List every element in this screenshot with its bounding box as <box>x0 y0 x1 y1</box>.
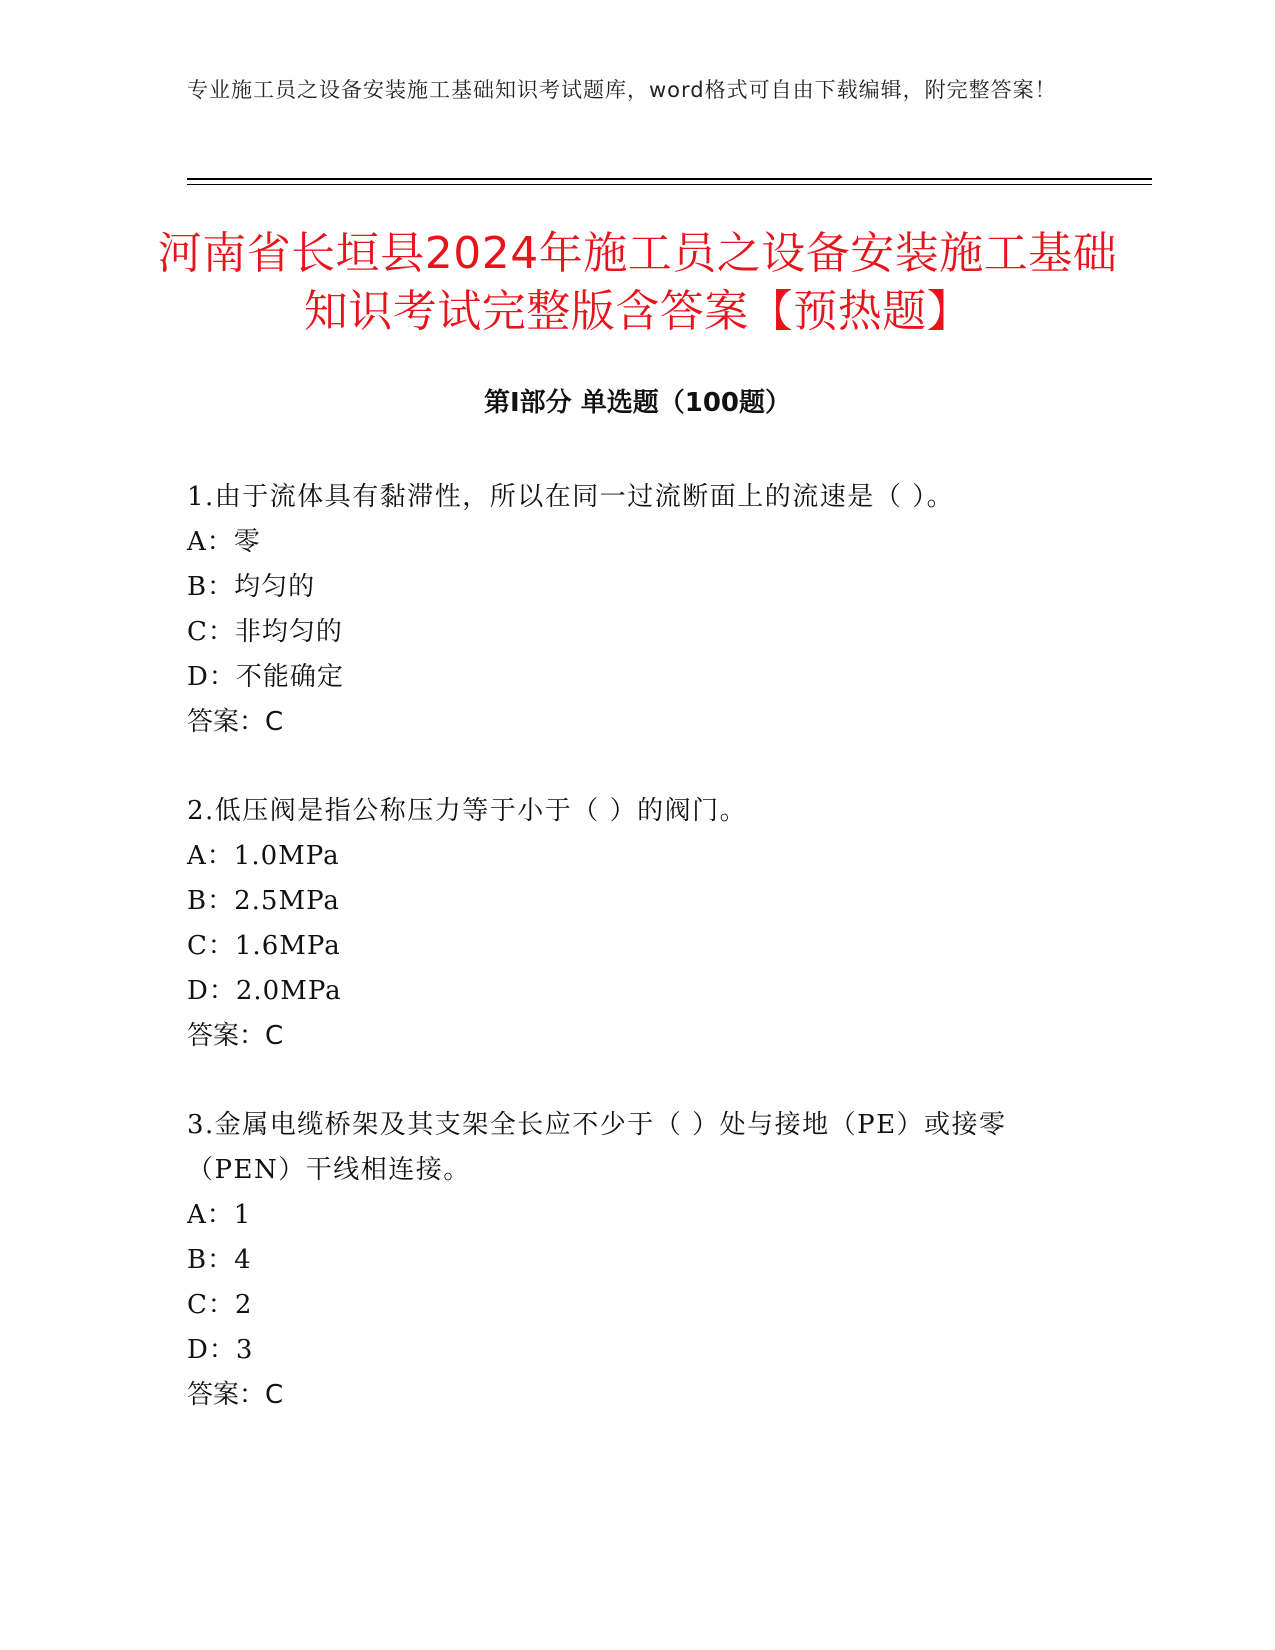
option-d: D：不能确定 <box>187 662 344 692</box>
option-b: B：2.5MPa <box>187 886 340 916</box>
answer-line <box>187 700 1077 745</box>
option-c: C：1.6MPa <box>187 931 341 961</box>
option-c: C：非均匀的 <box>187 617 343 647</box>
question-stem: 3.金属电缆桥架及其支架全长应不少于（ ）处与接地（PE）或接零（PEN）干线相连接。 <box>187 1110 1007 1185</box>
header-note: 专业施工员之设备安装施工基础知识考试题库，word格式可自由下载编辑，附完整答案！ <box>187 78 1057 102</box>
option-b: B：均匀的 <box>187 572 316 602</box>
option-c: C：2 <box>187 1290 253 1320</box>
question-list <box>187 475 1077 1462</box>
option-a: A：1 <box>187 1200 252 1230</box>
question-2 <box>187 789 1077 1059</box>
option-d: D：3 <box>187 1335 254 1365</box>
option-d: D：2.0MPa <box>187 976 342 1006</box>
answer-line <box>187 1373 1077 1418</box>
answer-line <box>187 1014 1077 1059</box>
question-stem: 2.低压阀是指公称压力等于小于（ ）的阀门。 <box>187 796 748 826</box>
section-title: 第I部分 单选题（100题） <box>484 388 791 418</box>
option-b: B：4 <box>187 1245 252 1275</box>
header-rule-thick <box>187 178 1152 180</box>
answer-label: 答案： <box>187 1021 266 1051</box>
answer-value: C <box>265 707 284 737</box>
answer-value: C <box>265 1380 284 1410</box>
answer-label: 答案： <box>187 1380 266 1410</box>
answer-label: 答案： <box>187 707 266 737</box>
answer-value: C <box>265 1021 284 1051</box>
document-title: 河南省长垣县2024年施工员之设备安装施工基础知识考试完整版含答案【预热题】 <box>157 228 1118 337</box>
question-3 <box>187 1103 1077 1418</box>
question-1 <box>187 475 1077 745</box>
option-a: A：零 <box>187 527 261 557</box>
option-a: A：1.0MPa <box>187 841 340 871</box>
question-stem: 1.由于流体具有黏滞性，所以在同一过流断面上的流速是（ ）。 <box>187 482 955 512</box>
header-rule-thin <box>187 184 1152 185</box>
